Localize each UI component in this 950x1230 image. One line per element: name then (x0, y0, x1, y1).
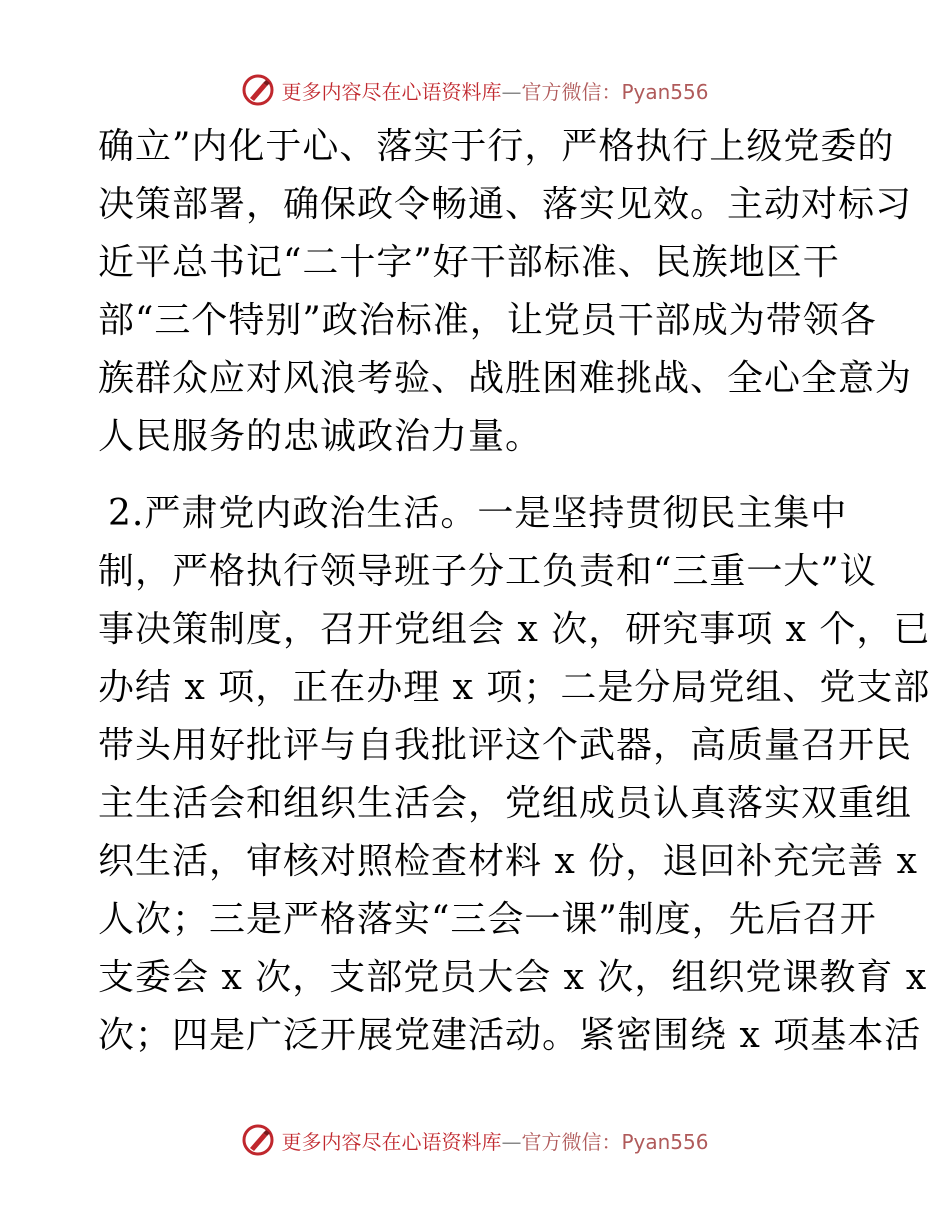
header-wechat: 官方微信：Pyan556 (521, 79, 709, 104)
paragraph-line: 主生活会和组织生活会，党组成员认真落实双重组 (98, 783, 913, 824)
paragraph-line: 近平总书记“二十字”好干部标准、民族地区干 (98, 242, 840, 283)
header-separator: — (501, 79, 522, 104)
header-text (281, 76, 708, 105)
paragraph-2 (98, 485, 931, 1065)
footer-text (281, 1126, 708, 1155)
paragraph-line: 支委会 x 次，支部党员大会 x 次，组织党课教育 x (98, 957, 928, 998)
footer-site-name: 更多内容尽在心语资料库 (281, 1129, 502, 1154)
paragraph-line: 族群众应对风浪考验、战胜困难挑战、全心全意为 (98, 358, 913, 399)
paragraph-line: 织生活，审核对照检查材料 x 份，退回补充完善 x (98, 841, 918, 882)
paragraph-line: 确立”内化于心、落实于行，严格执行上级党委的 (98, 126, 895, 167)
paragraph-1 (98, 118, 913, 466)
pen-circle-logo-icon (241, 1123, 275, 1157)
footer-wechat: 官方微信：Pyan556 (521, 1129, 709, 1154)
paragraph-line: 带头用好批评与自我批评这个武器，高质量召开民 (98, 725, 913, 766)
footer-banner (0, 1120, 950, 1160)
paragraph-line: 决策部署，确保政令畅通、落实见效。主动对标习 (98, 184, 913, 225)
paragraph-line: 事决策制度，召开党组会 x 次，研究事项 x 个，已 (98, 609, 931, 650)
header-site-name: 更多内容尽在心语资料库 (281, 79, 502, 104)
pen-circle-logo-icon (241, 73, 275, 107)
footer-separator: — (501, 1129, 522, 1154)
paragraph-line: 部“三个特别”政治标准，让党员干部成为带领各 (98, 300, 877, 341)
header-banner (0, 70, 950, 110)
paragraph-line: 人次；三是严格落实“三会一课”制度，先后召开 (98, 899, 877, 940)
section-heading-line: 2.严肃党内政治生活。一是坚持贯彻民主集中 (108, 493, 848, 534)
paragraph-line: 人民服务的忠诚政治力量。 (98, 416, 543, 457)
paragraph-line: 制，严格执行领导班子分工负责和“三重一大”议 (98, 551, 877, 592)
paragraph-line: 办结 x 项，正在办理 x 项；二是分局党组、党支部 (98, 667, 931, 708)
paragraph-line: 次；四是广泛开展党建活动。紧密围绕 x 项基本活 (98, 1015, 922, 1056)
